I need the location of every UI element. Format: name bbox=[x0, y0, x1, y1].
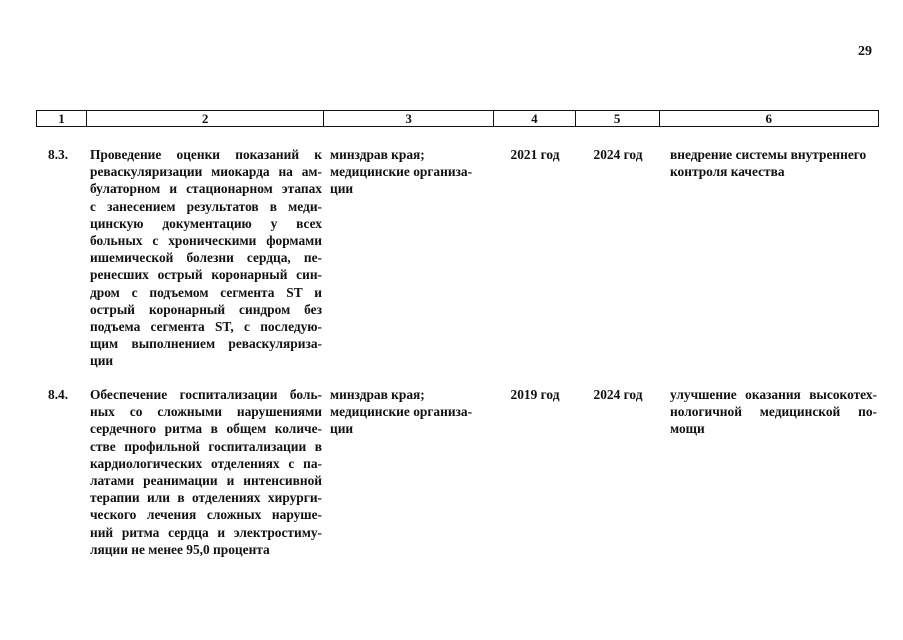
description-line: щим выполнением реваскуляриза- bbox=[90, 336, 322, 352]
executor-line: медицинские организа- bbox=[330, 404, 473, 420]
executor-line: ции bbox=[330, 421, 354, 437]
result-line: внедрение системы внутреннего bbox=[670, 147, 867, 162]
header-cell-3: 3 bbox=[324, 111, 494, 126]
result-line: мощи bbox=[670, 421, 705, 437]
description-line: ляции не менее 95,0 процента bbox=[90, 541, 270, 557]
description-line: дром с подъемом сегмента ST и bbox=[90, 284, 322, 300]
description-line: стве профильной госпитализации в bbox=[90, 438, 322, 454]
description-line: ний ритма сердца и электростиму- bbox=[90, 524, 322, 540]
description-line: кардиологических отделениях с па- bbox=[90, 455, 322, 471]
description-line: реваскуляризации миокарда на ам- bbox=[90, 164, 322, 180]
header-cell-6: 6 bbox=[765, 111, 773, 126]
result-line: нологичной медицинской по- bbox=[670, 404, 877, 420]
row-start-year: 2019 год bbox=[510, 387, 560, 402]
executor-line: ции bbox=[330, 181, 354, 197]
description-line: Обеспечение госпитализации боль- bbox=[90, 387, 322, 402]
description-line: с занесением результатов в меди- bbox=[90, 198, 322, 214]
table-row bbox=[36, 386, 879, 558]
row-executor bbox=[324, 146, 494, 370]
row-number: 8.4. bbox=[48, 387, 69, 402]
result-line: улучшение оказания высокотех- bbox=[670, 387, 877, 402]
executor-line: минздрав края; bbox=[330, 147, 425, 162]
description-line: Проведение оценки показаний к bbox=[90, 147, 322, 162]
row-description bbox=[86, 146, 324, 370]
row-description bbox=[86, 386, 324, 558]
row-result bbox=[660, 146, 879, 370]
description-line: латами реанимации и интенсивной bbox=[90, 473, 322, 489]
executor-line: медицинские организа- bbox=[330, 164, 473, 180]
header-cell-2: 2 bbox=[87, 111, 324, 126]
row-end-year: 2024 год bbox=[593, 147, 643, 162]
row-start-year: 2021 год bbox=[510, 147, 560, 162]
description-line: цинскую документацию у всех bbox=[90, 215, 322, 231]
description-line: сердечного ритма в общем количе- bbox=[90, 421, 322, 437]
description-line: ишемической болезни сердца, пе- bbox=[90, 250, 322, 266]
description-line: терапии или в отделениях хирурги- bbox=[90, 490, 322, 506]
description-line: подъема сегмента ST, с последую- bbox=[90, 319, 322, 335]
row-executor bbox=[324, 386, 494, 558]
executor-line: минздрав края; bbox=[330, 387, 425, 402]
row-result bbox=[660, 386, 879, 558]
description-line: острый коронарный синдром без bbox=[90, 301, 322, 317]
description-line: ческого лечения сложных наруше- bbox=[90, 507, 322, 523]
header-cell-1: 1 bbox=[37, 111, 87, 126]
row-end-year: 2024 год bbox=[593, 387, 643, 402]
header-cell-4: 4 bbox=[494, 111, 576, 126]
description-line: булаторном и стационарном этапах bbox=[90, 181, 322, 197]
page-number: 29 bbox=[858, 44, 872, 59]
result-line: контроля качества bbox=[670, 164, 785, 180]
description-line: ных со сложными нарушениями bbox=[90, 404, 322, 420]
row-number: 8.3. bbox=[48, 147, 69, 162]
table-row bbox=[36, 146, 879, 370]
table-header-row bbox=[36, 110, 879, 127]
header-cell-5: 5 bbox=[576, 111, 660, 126]
description-line: ренесших острый коронарный син- bbox=[90, 267, 322, 283]
description-line: ции bbox=[90, 353, 114, 369]
description-line: больных с хроническими формами bbox=[90, 233, 322, 249]
